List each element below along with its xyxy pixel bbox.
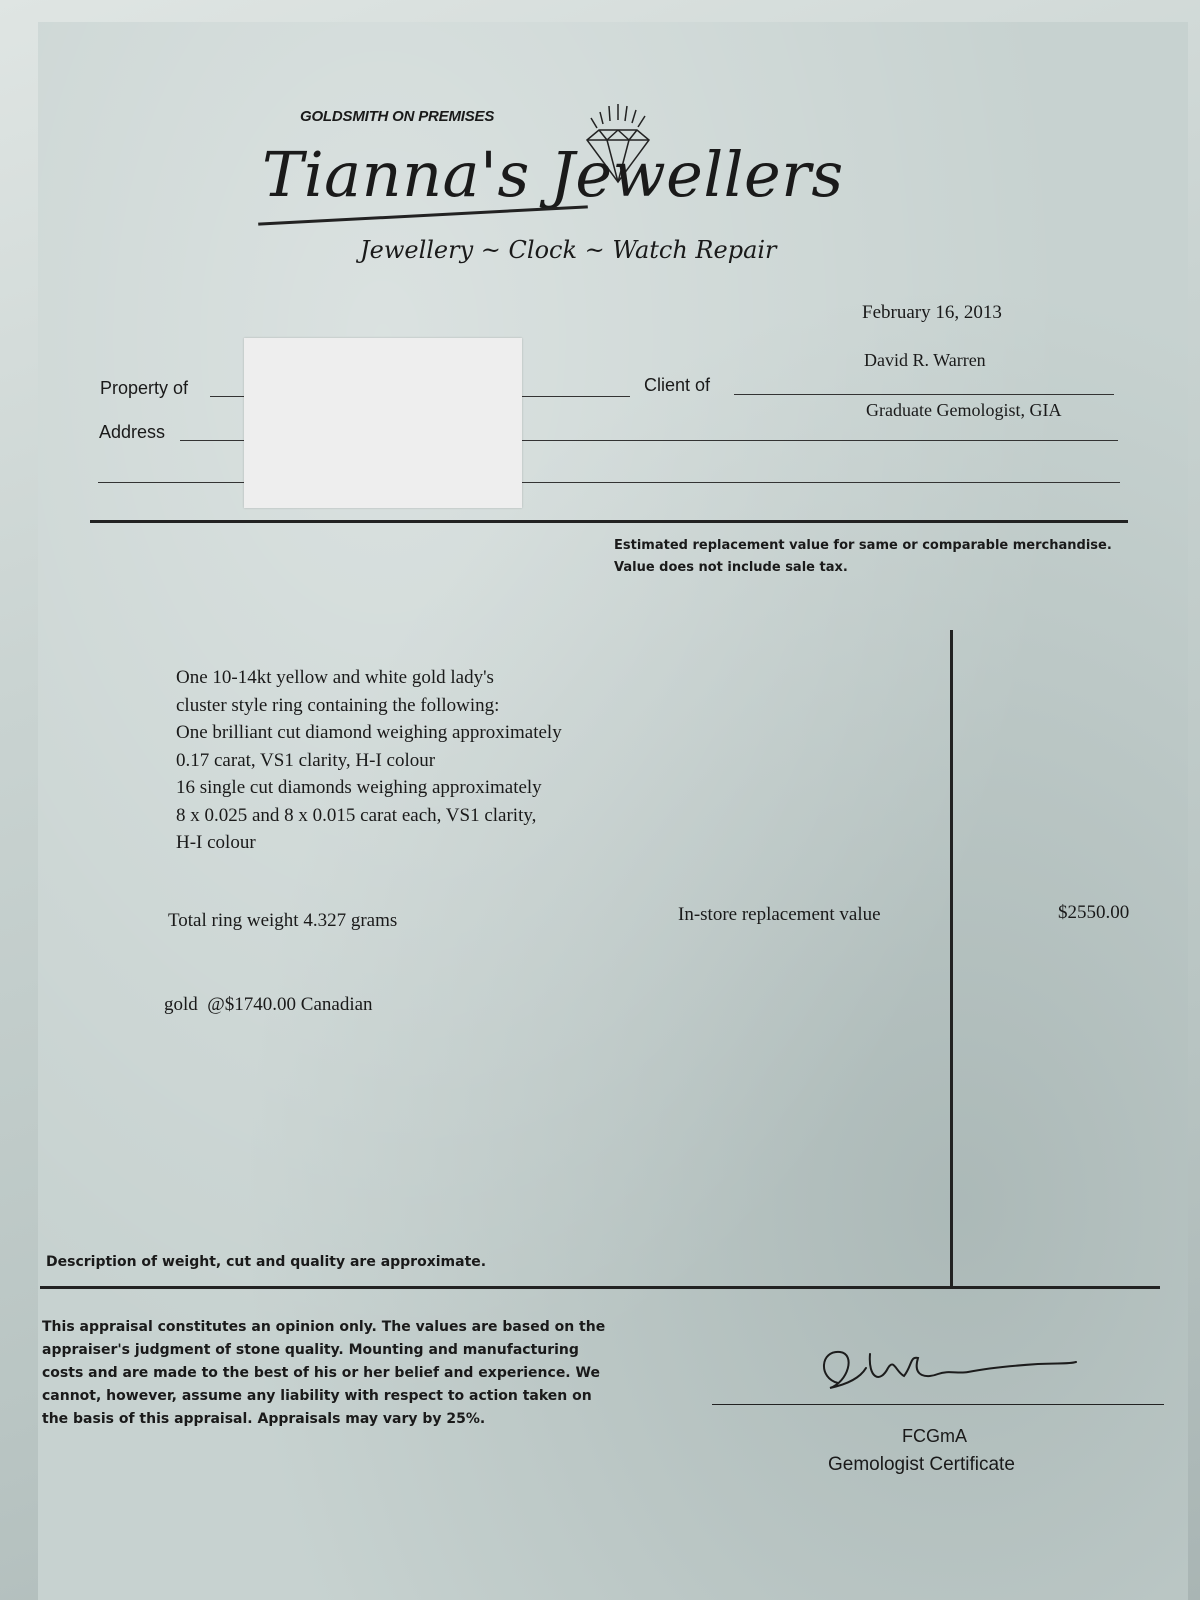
appraisal-disclaimer bbox=[42, 1316, 605, 1431]
total-ring-weight: Total ring weight 4.327 grams bbox=[168, 910, 398, 931]
appraiser-name: David R. Warren bbox=[864, 350, 986, 370]
disclaimer-line: costs and are made to the best of his or her belief and experience. We bbox=[42, 1365, 600, 1381]
appraiser-title: Graduate Gemologist, GIA bbox=[866, 400, 1062, 420]
letterhead-tagline: GOLDSMITH ON PREMISES bbox=[300, 108, 495, 125]
description-line: 0.17 carat, VS1 clarity, H-I colour bbox=[176, 749, 436, 771]
appraiser-signature bbox=[808, 1338, 1098, 1408]
description-line: cluster style ring containing the following: bbox=[176, 694, 500, 716]
property-of-label: Property of bbox=[100, 378, 189, 398]
replacement-notice-line2: Value does not include sale tax. bbox=[614, 560, 848, 575]
appraisal-date: February 16, 2013 bbox=[862, 302, 1002, 323]
redaction-box bbox=[244, 338, 522, 508]
signature-title: Gemologist Certificate bbox=[828, 1454, 1015, 1475]
client-of-line bbox=[734, 394, 1114, 395]
disclaimer-line: cannot, however, assume any liability with respect to action taken on bbox=[42, 1388, 592, 1404]
client-of-label: Client of bbox=[644, 375, 711, 395]
address-label: Address bbox=[99, 422, 166, 442]
disclaimer-line: appraiser's judgment of stone quality. Mounting and manufacturing bbox=[42, 1342, 579, 1358]
replacement-value-label: In-store replacement value bbox=[678, 904, 881, 925]
description-line: 16 single cut diamonds weighing approximately bbox=[176, 777, 542, 798]
description-line: One 10-14kt yellow and white gold lady's bbox=[176, 667, 494, 688]
disclaimer-line: the basis of this appraisal. Appraisals may vary by 25%. bbox=[42, 1411, 486, 1427]
item-description bbox=[176, 664, 562, 857]
description-line: 8 x 0.025 and 8 x 0.015 carat each, VS1 clarity, bbox=[176, 804, 537, 826]
description-line: One brilliant cut diamond weighing approximately bbox=[176, 722, 562, 743]
footer-divider bbox=[40, 1286, 1160, 1289]
signature-credential: FCGmA bbox=[902, 1426, 967, 1446]
disclaimer-line: This appraisal constitutes an opinion only. The values are based on the bbox=[42, 1319, 606, 1335]
replacement-notice-line1: Estimated replacement value for same or comparable merchandise. bbox=[614, 538, 1112, 553]
replacement-value-amount: $2550.00 bbox=[1058, 902, 1130, 923]
description-line: H-I colour bbox=[176, 832, 256, 853]
approximate-note: Description of weight, cut and quality are approximate. bbox=[46, 1254, 487, 1270]
header-divider bbox=[90, 520, 1128, 523]
store-logo: Tianna's Jewellers bbox=[262, 138, 844, 211]
value-column-divider bbox=[950, 630, 953, 1286]
letterhead-services: Jewellery ~ Clock ~ Watch Repair bbox=[360, 236, 777, 264]
signature-line bbox=[712, 1404, 1164, 1405]
gold-price: gold @$1740.00 Canadian bbox=[164, 994, 373, 1015]
